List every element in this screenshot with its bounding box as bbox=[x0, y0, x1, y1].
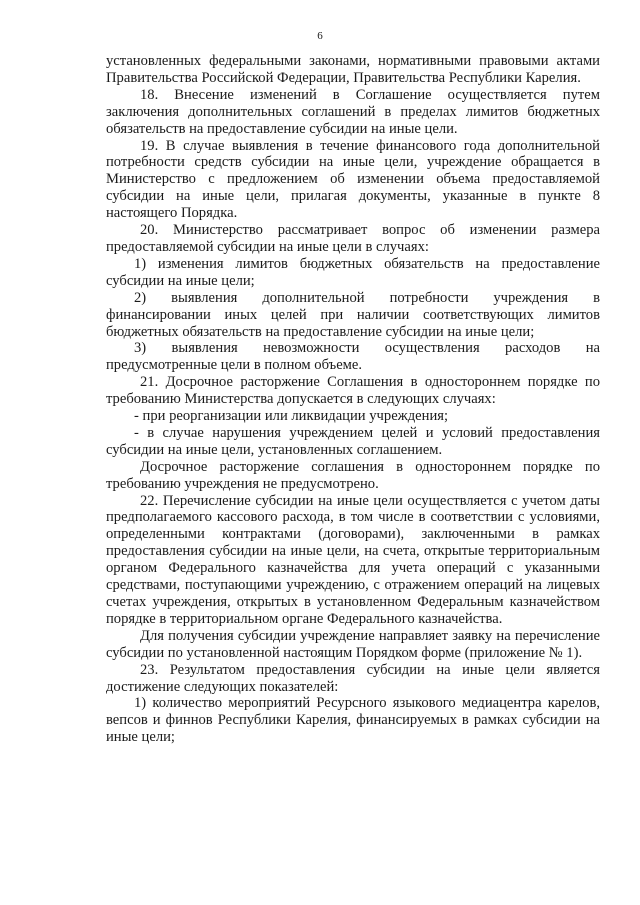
list-item-20-3: 3) выявления невозможности осуществления расходов на предусмотренные цели в полном объеме. bbox=[106, 340, 600, 374]
document-body bbox=[106, 53, 600, 746]
paragraph-22-note: Для получения субсидии учреждение направляет заявку на перечисление субсидии по установленной настоящим Порядком форме (приложение № 1). bbox=[106, 627, 600, 661]
paragraph-19: 19. В случае выявления в течение финансового года дополнительной потребности средств субсидии на иные цели, учреждение обращается в Министерство с предложением об изменении объема предоставляемой субсидии на иные цели, прилагая документы, указанные в пункте 8 настоящего Порядка. bbox=[106, 137, 600, 222]
paragraph-22: 22. Перечисление субсидии на иные цели осуществляется с учетом даты предполагаемого кассового расхода, в том числе в соответствии с условиями, определенными контрактами (договорами), заключенными в рамках предоставления субсидии на иные цели, на счета, открытые территориальным органом Федерального казначейства для учета операций с указанными средствами, поступающими учреждению, с отражением операций на лицевых счетах учреждения, открытых в установленном Федеральным казначейством порядке в территориальном органе Федерального казначейства. bbox=[106, 492, 600, 627]
paragraph-20: 20. Министерство рассматривает вопрос об изменении размера предоставляемой субсидии на иные цели в случаях: bbox=[106, 222, 600, 255]
list-item-21-2: - в случае нарушения учреждением целей и условий предоставления субсидии на иные цели, установленных соглашением. bbox=[106, 424, 600, 458]
list-item-20-1: 1) изменения лимитов бюджетных обязательств на предоставление субсидии на иные цели; bbox=[106, 255, 600, 289]
list-item-20-2: 2) выявления дополнительной потребности учреждения в финансировании иных целей при наличии соответствующих лимитов бюджетных обязательств на предоставление субсидии на иные цели; bbox=[106, 289, 600, 340]
list-item-21-1: - при реорганизации или ликвидации учреждения; bbox=[134, 408, 449, 425]
paragraph-18: 18. Внесение изменений в Соглашение осуществляется путем заключения дополнительных соглашений в пределах лимитов бюджетных обязательств на предоставление субсидии на иные цели. bbox=[106, 86, 600, 137]
paragraph-21-note: Досрочное расторжение соглашения в одностороннем порядке по требованию учреждения не предусмотрено. bbox=[106, 458, 600, 492]
paragraph-21: 21. Досрочное расторжение Соглашения в одностороннем порядке по требованию Министерства допускается в следующих случаях: bbox=[106, 374, 600, 408]
list-item-23-1: 1) количество мероприятий Ресурсного языкового медиацентра карелов, вепсов и финнов Республики Карелия, финансируемых в рамках субсидии на иные цели; bbox=[106, 695, 600, 746]
paragraph-continuation: установленных федеральными законами, нормативными правовыми актами Правительства Российской Федерации, Правительства Республики Карелия. bbox=[106, 53, 600, 86]
page-number: 6 bbox=[317, 30, 323, 42]
paragraph-23: 23. Результатом предоставления субсидии на иные цели является достижение следующих показателей: bbox=[106, 661, 600, 695]
